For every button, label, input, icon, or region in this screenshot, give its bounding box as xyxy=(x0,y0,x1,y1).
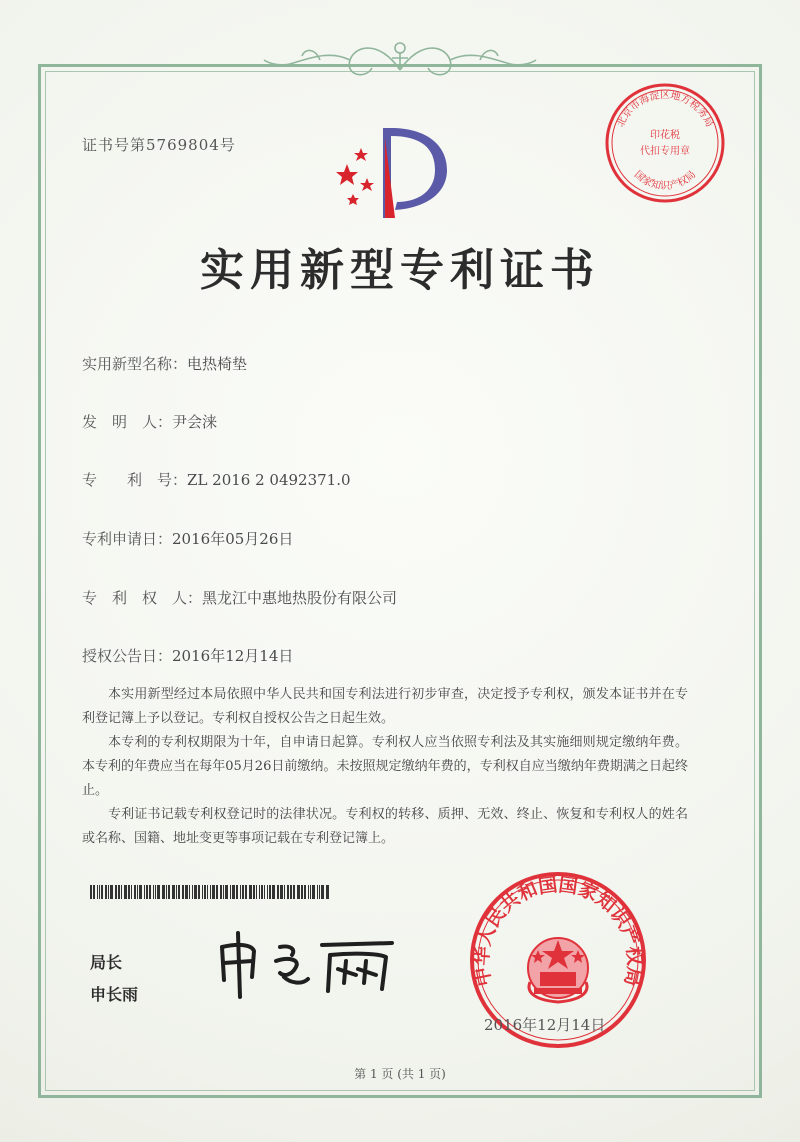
field-inventor xyxy=(82,411,217,432)
field-value: 尹会涞 xyxy=(172,413,218,431)
paragraph-legal-status: 专利证书记载专利权登记时的法律状况。专利权的转移、质押、无效、终止、恢复和专利权人的姓名或名称、国籍、地址变更等事项记载在专利登记簿上。 xyxy=(82,807,688,846)
patent-office-logo-icon xyxy=(325,118,455,228)
issue-date: 2016年12月14日 xyxy=(484,1016,606,1034)
tax-stamp-seal-icon xyxy=(602,80,728,206)
field-value: 2016年12月14日 xyxy=(172,647,294,665)
field-grant-date xyxy=(82,645,293,666)
page-number: 第 1 页 (共 1 页) xyxy=(354,1067,446,1081)
svg-text:中华人民共和国国家知识产权局: 中华人民共和国国家知识产权局 xyxy=(470,873,646,989)
field-value: ZL 2016 2 0492371.0 xyxy=(187,471,351,489)
paragraph-grant: 本实用新型经过本局依照中华人民共和国专利法进行初步审查，决定授予专利权，颁发本证书并在专利登记簿上予以登记。专利权自授权公告之日起生效。 xyxy=(82,687,688,726)
tax-stamp-top-text xyxy=(614,88,715,129)
field-patent-number xyxy=(82,469,351,490)
field-label: 专利申请日： xyxy=(82,530,173,548)
field-label: 专 利 权 人： xyxy=(82,589,203,607)
tax-stamp-middle1: 印花税 xyxy=(650,130,680,141)
ornament-flourish-icon xyxy=(260,30,540,90)
certificate-number: 证书号第5769804号 xyxy=(82,136,236,154)
signature-icon xyxy=(210,925,400,1000)
field-label: 授权公告日： xyxy=(82,647,173,665)
field-value: 电热椅垫 xyxy=(187,355,248,373)
field-value: 2016年05月26日 xyxy=(172,530,294,548)
field-label: 实用新型名称： xyxy=(82,355,188,373)
field-value: 黑龙江中惠地热股份有限公司 xyxy=(202,589,398,607)
svg-text:北京市海淀区地方税务局: 北京市海淀区地方税务局 xyxy=(615,90,715,129)
director-name: 申长雨 xyxy=(90,985,139,1004)
field-label: 发 明 人： xyxy=(82,413,173,431)
director-title: 局长 xyxy=(90,953,123,972)
tax-stamp-bottom-text xyxy=(632,168,698,192)
field-application-date xyxy=(82,528,293,549)
field-label: 专 利 号： xyxy=(82,471,188,489)
tax-stamp-middle2: 代扣专用章 xyxy=(640,146,690,157)
paragraph-term: 本专利的专利权期限为十年，自申请日起算。专利权人应当依照专利法及其实施细则规定缴纳年费。本专利的年费应当在每年05月26日前缴纳。未按照规定缴纳年费的，专利权自应当缴纳年费期满之日起终止。 xyxy=(82,735,688,798)
barcode-icon xyxy=(90,885,330,899)
svg-text:国家知识产权局: 国家知识产权局 xyxy=(631,169,699,192)
field-patentee xyxy=(82,587,397,608)
page-title: 实用新型专利证书 xyxy=(200,245,600,296)
field-utility-model-name xyxy=(82,353,247,374)
